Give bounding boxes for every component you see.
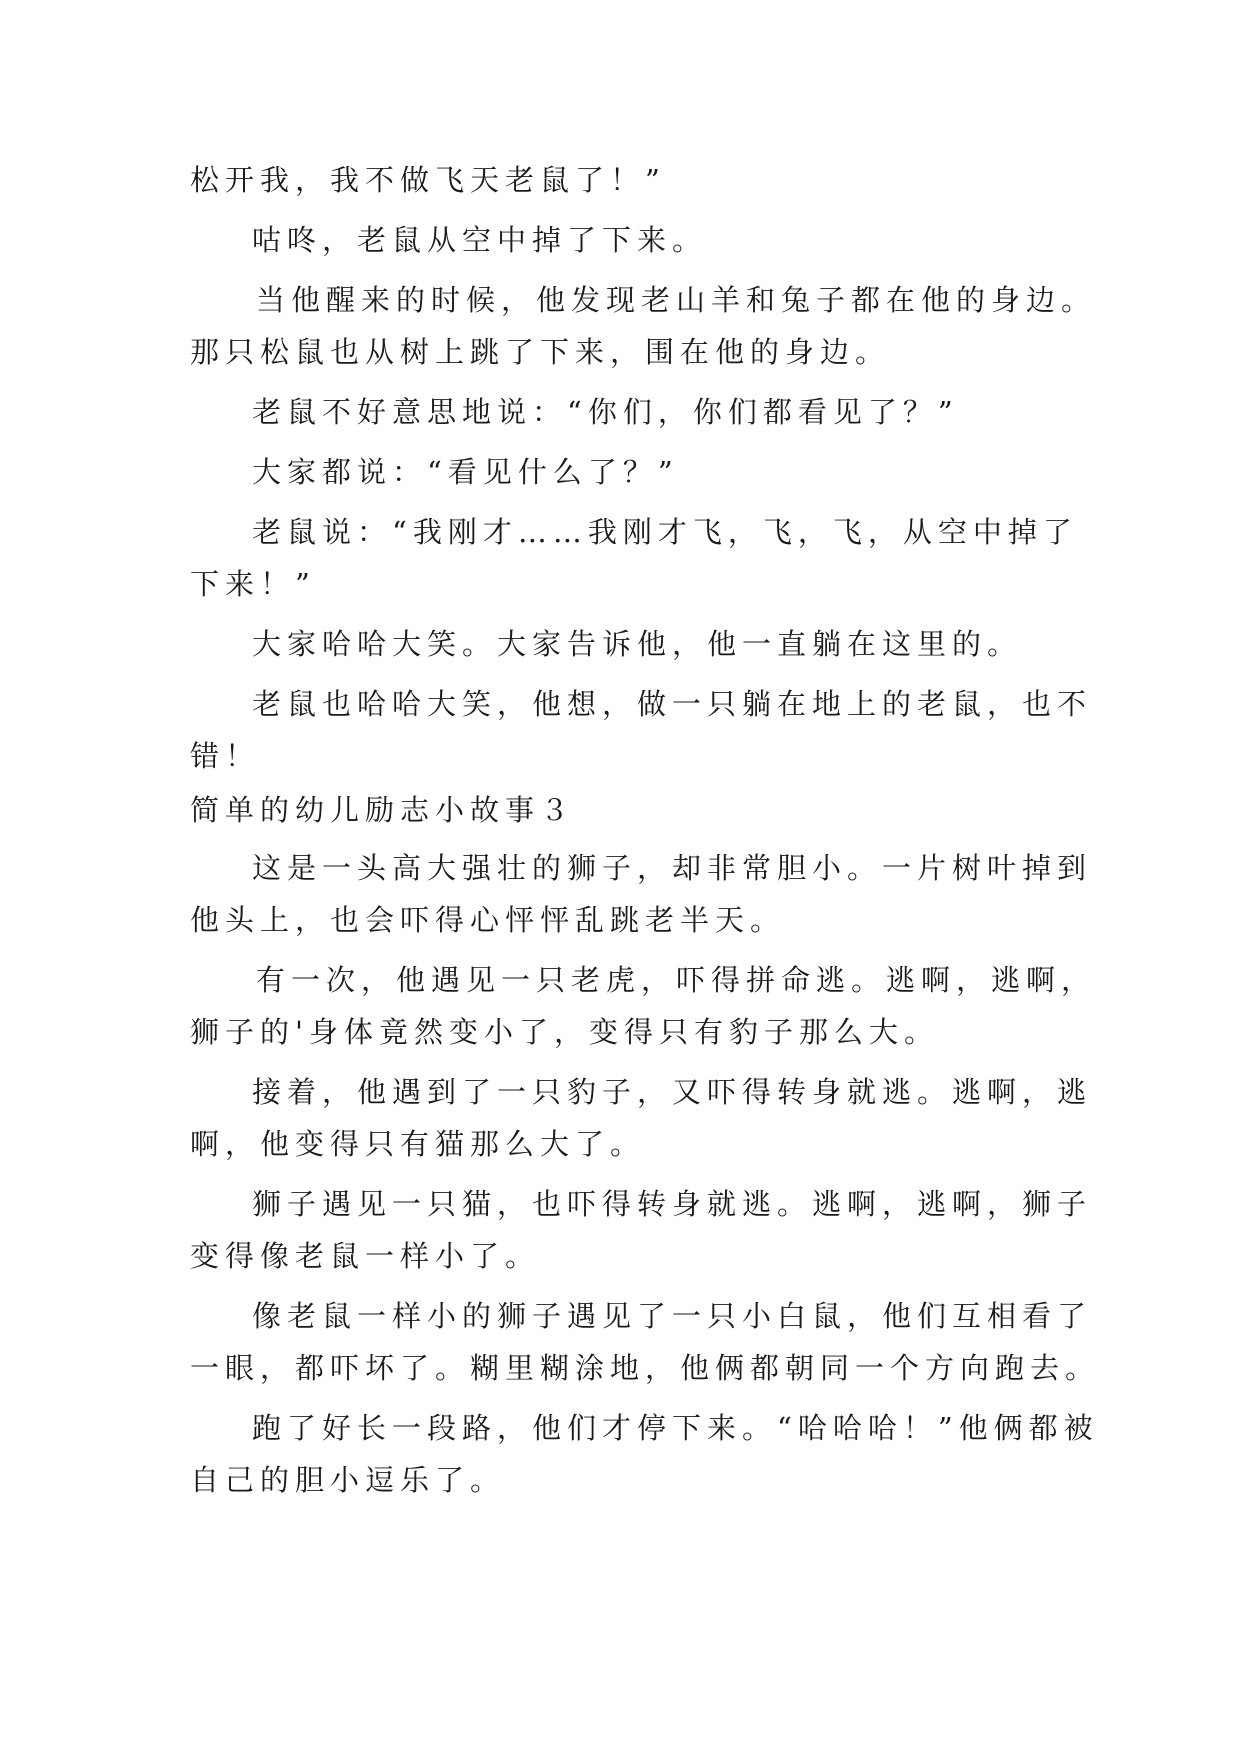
text-line: 他头上，也会吓得心怦怦乱跳老半天。 <box>190 903 786 937</box>
text-line: 咕咚，老鼠从空中掉了下来。 <box>252 223 708 257</box>
text-line: 大家哈哈大笑。大家告诉他，他一直躺在这里的。 <box>252 627 1023 661</box>
text-line: 老鼠不好意思地说：“你们，你们都看见了？” <box>252 395 959 429</box>
text-line: 啊，他变得只有猫那么大了。 <box>190 1127 646 1161</box>
text-line: 变得像老鼠一样小了。 <box>190 1239 541 1273</box>
text-line: 跑了好长一段路，他们才停下来。“哈哈哈！”他俩都被 <box>252 1411 1099 1445</box>
section-heading: 简单的幼儿励志小故事３ <box>190 793 576 827</box>
text-line: 这是一头高大强壮的狮子，却非常胆小。一片树叶掉到 <box>252 851 1093 885</box>
text-line: 那只松鼠也从树上跳了下来，围在他的身边。 <box>190 335 891 369</box>
text-line: 一眼，都吓坏了。糊里糊涂地，他俩都朝同一个方向跑去。 <box>190 1351 1101 1385</box>
text-line: 自己的胆小逗乐了。 <box>190 1463 506 1497</box>
text-line: 有一次，他遇见一只老虎，吓得拼命逃。逃啊，逃啊， <box>256 963 1097 997</box>
text-line: 像老鼠一样小的狮子遇见了一只小白鼠，他们互相看了 <box>252 1299 1093 1333</box>
text-line: 狮子遇见一只猫，也吓得转身就逃。逃啊，逃啊，狮子 <box>252 1187 1093 1221</box>
text-line: 当他醒来的时候，他发现老山羊和兔子都在他的身边。 <box>256 283 1097 317</box>
text-line: 狮子的'身体竟然变小了，变得只有豹子那么大。 <box>190 1015 939 1049</box>
text-line: 接着，他遇到了一只豹子，又吓得转身就逃。逃啊，逃 <box>252 1075 1093 1109</box>
text-line: 老鼠也哈哈大笑，他想，做一只躺在地上的老鼠，也不 <box>252 687 1093 721</box>
text-line: 大家都说：“看见什么了？” <box>252 455 679 489</box>
text-line: 老鼠说：“我刚才……我刚才飞，飞，飞，从空中掉了 <box>252 515 1078 549</box>
text-line: 松开我，我不做飞天老鼠了！” <box>190 163 666 197</box>
text-line: 下来！” <box>190 567 316 601</box>
text-line: 错！ <box>190 739 261 773</box>
